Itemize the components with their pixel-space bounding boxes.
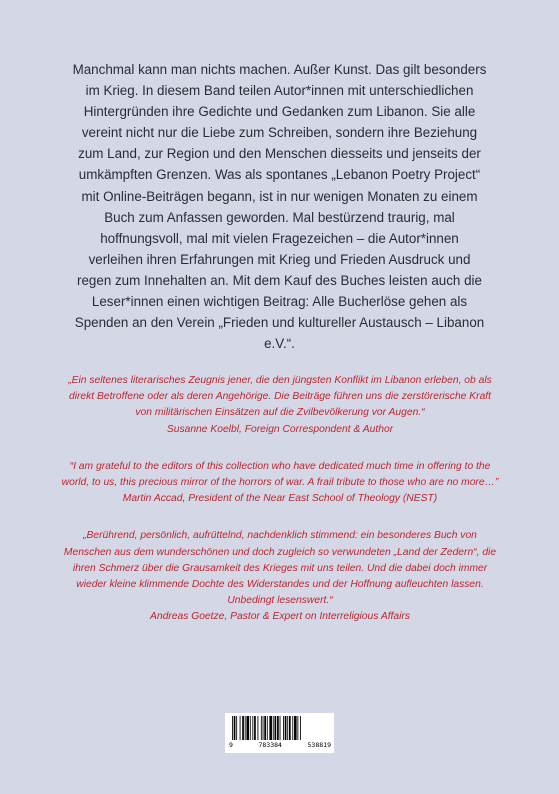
barcode-bars	[231, 716, 328, 742]
endorsement-author: Andreas Goetze, Pastor & Expert on Interreligious Affairs	[149, 611, 411, 623]
endorsement-text: „Berührend, persönlich, aufrüttelnd, nachdenklich stimmend: ein besonderes Buch von Menschen aus dem wunderschönen und doch zugleich so verwundeten „Land der Zedern“, die ihren Schmerz über die Grausamkeit des Krieges mit uns teilen. Und die dabei doch immer wieder kleine klimmende Dochte des Widerstandes und der Hoffnung aufleuchten lassen. Unbedingt lesenswert.“	[63, 530, 497, 607]
endorsements	[60, 373, 500, 647]
barcode-left-group: 783384	[258, 741, 282, 749]
endorsement-author: Susanne Koelbl, Foreign Correspondent & Author	[166, 423, 394, 435]
barcode-digits	[229, 741, 331, 749]
endorsement-3	[60, 528, 500, 625]
isbn-barcode	[225, 713, 334, 753]
barcode-first-digit: 9	[229, 741, 233, 749]
endorsement-text: „Ein seltenes literarisches Zeugnis jener, die den jüngsten Konflikt im Libanon erleben, ob als direkt Betroffene oder als deren Angehörige. Die Beiträge führen uns die zerstörerische Kraft von militärischen Einsätzen auf die Zvilbevölkerung vor Augen.“	[68, 375, 492, 419]
endorsement-text: “I am grateful to the editors of this collection who have dedicated much time in offering to the world, to us, this precious mirror of the horrors of war. A frail tribute to those who are no more…”	[61, 460, 499, 489]
endorsement-2	[60, 459, 500, 508]
back-cover-blurb: Manchmal kann man nichts machen. Außer Kunst. Das gilt besonders im Krieg. In diesem Band teilen Autor*innen mit unterschiedlichen Hintergründen ihre Gedichte und Gedanken zum Libanon. Sie alle vereint nicht nur die Liebe zum Schreiben, sondern ihre Beziehung zum Land, zur Region und den Menschen diesseits und jenseits der umkämpften Grenzen. Was als spontanes „Lebanon Poetry Project“ mit Online-Beiträgen begann, ist in nur wenigen Monaten zu einem Buch zum Anfassen geworden. Mal bestürzend traurig, mal hoffnungsvoll, mal mit vielen Fragezeichen – die Autor*innen verleihen ihren Erfahrungen mit Krieg und Frieden Ausdruck und regen zum Innehalten an. Mit dem Kauf des Buches leisten auch die Leser*innen einen wichtigen Beitrag: Alle Bucherlöse gehen als Spenden an den Verein „Frieden und kultureller Austausch – Libanon e.V.“.	[72, 62, 487, 352]
endorsement-1	[60, 373, 500, 438]
endorsement-author: Martin Accad, President of the Near East School of Theology (NEST)	[122, 493, 438, 505]
barcode-right-group: 538819	[307, 741, 331, 749]
